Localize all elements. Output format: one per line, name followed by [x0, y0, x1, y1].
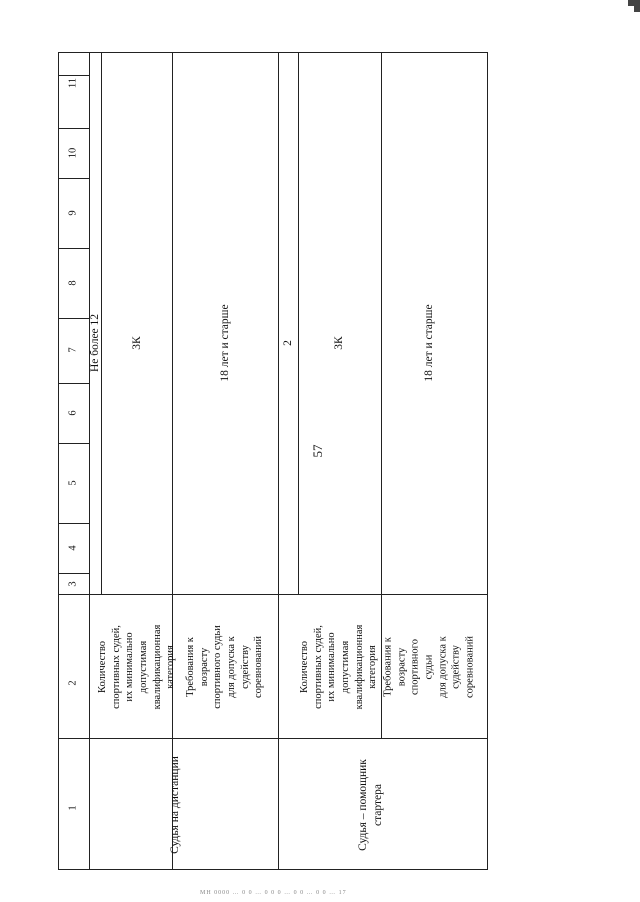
column-number-2: 2 — [67, 680, 79, 686]
column-number-8: 8 — [67, 280, 79, 286]
requirement-count-category: Количество спортивных судей, их минимально допустимая квалификационная категория — [97, 624, 177, 710]
scan-corner-mark — [628, 0, 640, 12]
col-tick — [59, 523, 89, 524]
column-number-3: 3 — [67, 581, 79, 587]
footer-imprint: МН 0000 … 0 0 … 0 0 0 … 0 0 … 0 0 … 17 — [200, 890, 347, 896]
page-number: 57 — [310, 444, 325, 458]
row-divider — [298, 53, 299, 594]
requirement-count-category: Количество спортивных судей, их минимально допустимая квалификационная категория — [299, 624, 379, 710]
qualification-category-value: 3К — [332, 336, 345, 350]
judge-count-value: 2 — [281, 340, 294, 346]
judge-count-value: Не более 12 — [88, 313, 101, 373]
role-starter-assistant: Судья – помощник стартера — [357, 759, 384, 851]
role-distance-judge: Судья на дистанции — [168, 756, 181, 854]
column-number-1: 1 — [67, 805, 79, 811]
requirement-age: Требования к возрасту спортивного судьи для допуска к судейству соревнований — [185, 625, 265, 709]
column-number-4: 4 — [67, 545, 79, 551]
col2-col3-divider — [59, 594, 487, 595]
requirements-table — [58, 52, 488, 870]
col-tick — [59, 178, 89, 179]
col-tick — [59, 128, 89, 129]
column-number-5: 5 — [67, 480, 79, 486]
column-number-6: 6 — [67, 410, 79, 416]
age-requirement-value: 18 лет и старше — [422, 304, 435, 382]
qualification-category-value: 3К — [130, 336, 143, 350]
column-number-9: 9 — [67, 210, 79, 216]
col1-col2-divider — [59, 738, 487, 739]
row-divider — [172, 53, 173, 869]
col-tick — [59, 383, 89, 384]
column-number-7: 7 — [67, 347, 79, 353]
col-tick — [59, 75, 89, 76]
column-number-11: 11 — [67, 77, 79, 89]
age-requirement-value: 18 лет и старше — [218, 304, 231, 382]
section-divider — [278, 53, 279, 869]
col-tick — [59, 443, 89, 444]
column-number-10: 10 — [67, 147, 79, 159]
requirement-age: Требования к возрасту спортивного судьи для допуска к судейству соревнований — [382, 636, 476, 698]
col-tick — [59, 248, 89, 249]
col-tick — [59, 318, 89, 319]
header-separator — [89, 53, 90, 869]
col-tick — [59, 573, 89, 574]
